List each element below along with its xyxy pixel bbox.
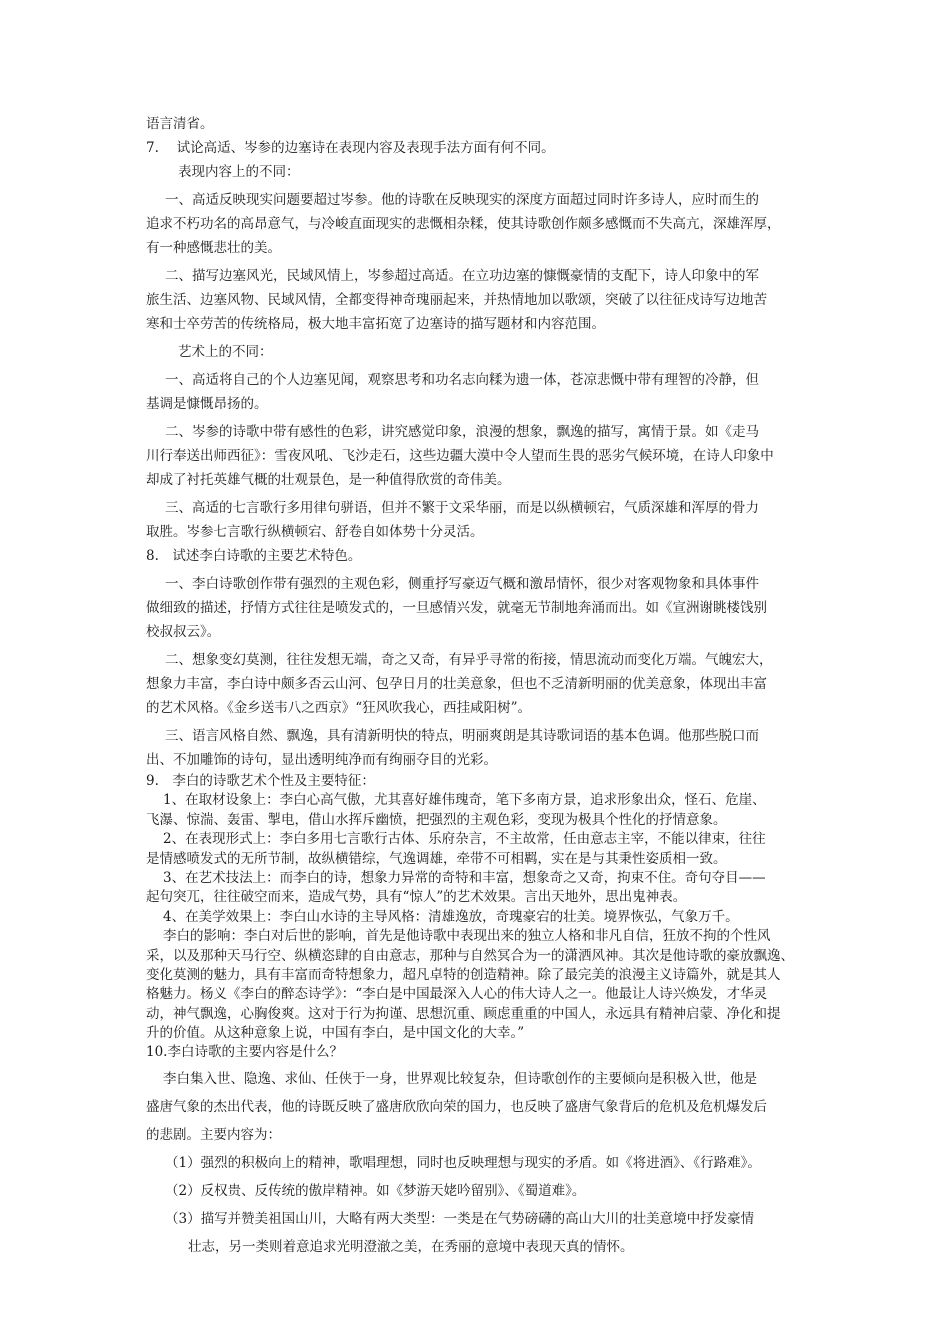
text-line: 格魅力。杨义《李白的醉态诗学》：“李白是中国最深入人心的伟大诗人之一。他最让人诗兴焕发，才华灵: [146, 986, 768, 1003]
text-line: 升的价值。从这种意象上说，中国有李白，是中国文化的大幸。”: [146, 1025, 525, 1042]
text-line: 一、李白诗歌创作带有强烈的主观色彩，侧重抒写豪迈气概和激昂情怀，很少对客观物象和具体事件: [165, 576, 759, 592]
list-item: （3）描写并赞美祖国山川，大略有两大类型：一类是在气势磅礴的高山大川的壮美意境中抒发豪情: [165, 1210, 755, 1227]
text-line: 寒和士卒劳苦的传统格局，极大地丰富拓宽了边塞诗的描写题材和内容范围。: [146, 316, 605, 332]
text-line: 2、在表现形式上：李白多用七言歌行古体、乐府杂言，不主故常，任由意志主宰，不能以律束，往往: [163, 831, 766, 848]
text-line: 三、高适的七言歌行多用律句骈语，但并不繁于文采华丽，而是以纵横顿宕，气质深雄和浑厚的骨力: [165, 500, 759, 516]
text-line: 是情感喷发式的无所节制，故纵横错综，气逸调雄，牵带不可相羁，实在是与其秉性姿质相一致。: [146, 850, 727, 867]
text-line: 二、描写边塞风光，民域风情上，岑参超过高适。在立功边塞的慷慨豪情的支配下，诗人印象中的军: [165, 268, 759, 284]
text-line: 却成了衬托英雄气概的壮观景色，是一种值得欣赏的奇伟美。: [146, 472, 511, 488]
question-heading: 10.李白诗歌的主要内容是什么？: [146, 1044, 343, 1061]
question-heading: 8. 试述李白诗歌的主要艺术特色。: [146, 548, 362, 564]
list-item: （1）强烈的积极向上的精神，歌唱理想，同时也反映理想与现实的矛盾。如《将进酒》、《行路难》。: [165, 1154, 761, 1171]
text-line: 想象力丰富，李白诗中颇多否云山河、包孕日月的壮美意象，但也不乏清新明丽的优美意象，体现出丰富: [146, 676, 767, 692]
question-heading: 7. 试论高适、岑参的边塞诗在表现内容及表现手法方面有何不同。: [146, 140, 555, 156]
text-line: 1、在取材设象上：李白心高气傲，尤其喜好雄伟瑰奇，笔下多南方景，追求形象出众，怪石、危崖、: [163, 792, 766, 809]
text-line: 二、想象变幻莫测，往往发想无端，奇之又奇，有异乎寻常的衔接，情思流动而变化万端。气魄宏大，: [165, 652, 773, 668]
list-item: （2）反权贵、反传统的傲岸精神。如《梦游天姥吟留别》、《蜀道难》。: [165, 1182, 586, 1199]
text-line: 起句突兀，往往破空而来，造成气势，具有“惊人”的艺术效果。言出天地外，思出鬼神表。: [146, 889, 687, 906]
document-body: [0, 112, 950, 1259]
text-line: 一、高适反映现实问题要超过岑参。他的诗歌在反映现实的深度方面超过同时许多诗人，应时而生的: [165, 192, 759, 208]
text-line: 采，以及那种天马行空、纵横恣肆的自由意志，那种与自然冥合为一的潇洒风神。其次是他诗歌的豪放飘逸、: [146, 947, 794, 964]
text-line: 做细致的描述，抒情方式往往是喷发式的，一旦感情兴发，就毫无节制地奔涌而出。如《宣洲谢眺楼饯别: [146, 600, 767, 616]
text-line: 取胜。岑参七言歌行纵横顿宕、舒卷自如体势十分灵活。: [146, 524, 484, 540]
text-line: 盛唐气象的杰出代表，他的诗既反映了盛唐欣欣向荣的国力，也反映了盛唐气象背后的危机及危机爆发后: [146, 1098, 767, 1115]
text-line: 追求不朽功名的高昂意气，与冷峻直面现实的悲慨相杂糅，使其诗歌创作颇多感慨而不失高亢，深雄浑厚，: [146, 216, 781, 232]
text-line: 动，神气飘逸，心胸俊爽。这对于行为拘谨、思想沉重、顾虑重重的中国人，永远具有精神启蒙、净化和提: [146, 1005, 781, 1022]
text-line: 有一种感慨悲壮的美。: [146, 240, 281, 256]
section-heading: 表现内容上的不同：: [178, 164, 300, 180]
text-line: 二、岑参的诗歌中带有感性的色彩，讲究感觉印象，浪漫的想象，飘逸的描写，寓情于景。如《走马: [165, 424, 759, 440]
text-line: 李白集入世、隐逸、求仙、任侠于一身，世界观比较复杂，但诗歌创作的主要倾向是积极入世，他是: [163, 1070, 757, 1087]
section-heading: 艺术上的不同：: [178, 344, 273, 360]
text-line: 出、不加雕饰的诗句，显出透明纯净而有绚丽夺目的光彩。: [146, 752, 497, 768]
text-line: 的艺术风格。《金乡送韦八之西京》“狂风吹我心，西挂咸阳树”。: [146, 700, 532, 716]
text-line: 壮志，另一类则着意追求光明澄澈之美，在秀丽的意境中表现天真的情怀。: [188, 1238, 634, 1255]
text-line: 川行奉送出师西征》：雪夜风吼、飞沙走石，这些边疆大漠中令人望而生畏的恶劣气候环境，在诗人印象中: [146, 448, 774, 464]
text-line: 旅生活、边塞风物、民域风情，全都变得神奇瑰丽起来，并热情地加以歌颂，突破了以往征戍诗写边地苦: [146, 292, 767, 308]
text-line: 变化莫测的魅力，具有丰富而奇特想象力，超凡卓特的创造精神。除了最完美的浪漫主义诗篇外，就是其人: [146, 966, 781, 983]
text-line: 基调是慷慨昂扬的。: [146, 396, 268, 412]
text-line: 飞瀑、惊湍、轰雷、掣电，借山水挥斥幽愤，把强烈的主观色彩，变现为极具个性化的抒情意象。: [146, 811, 727, 828]
text-line: 一、高适将自己的个人边塞见闻，观察思考和功名志向糅为遗一体，苍凉悲慨中带有理智的冷静，但: [165, 372, 759, 388]
text-line: 三、语言风格自然、飘逸，具有清新明快的特点，明丽爽朗是其诗歌词语的基本色调。他那些脱口而: [165, 728, 759, 744]
text-line: 4、在美学效果上：李白山水诗的主导风格：清雄逸放，奇瑰豪宕的壮美。境界恢弘，气象万千。: [163, 908, 739, 925]
text-line: 3、在艺术技法上：而李白的诗，想象力异常的奇特和丰富，想象奇之又奇，拘束不住。奇句夺目——: [163, 869, 766, 886]
text-line: 的悲剧。主要内容为：: [146, 1126, 281, 1143]
text-line: 语言清省。: [146, 116, 214, 132]
text-line: 李白的影响：李白对后世的影响，首先是他诗歌中表现出来的独立人格和非凡自信，狂放不拘的个性风: [163, 928, 771, 945]
text-line: 校叔叔云》。: [146, 624, 221, 640]
question-heading: 9. 李白的诗歌艺术个性及主要特征：: [146, 773, 375, 789]
